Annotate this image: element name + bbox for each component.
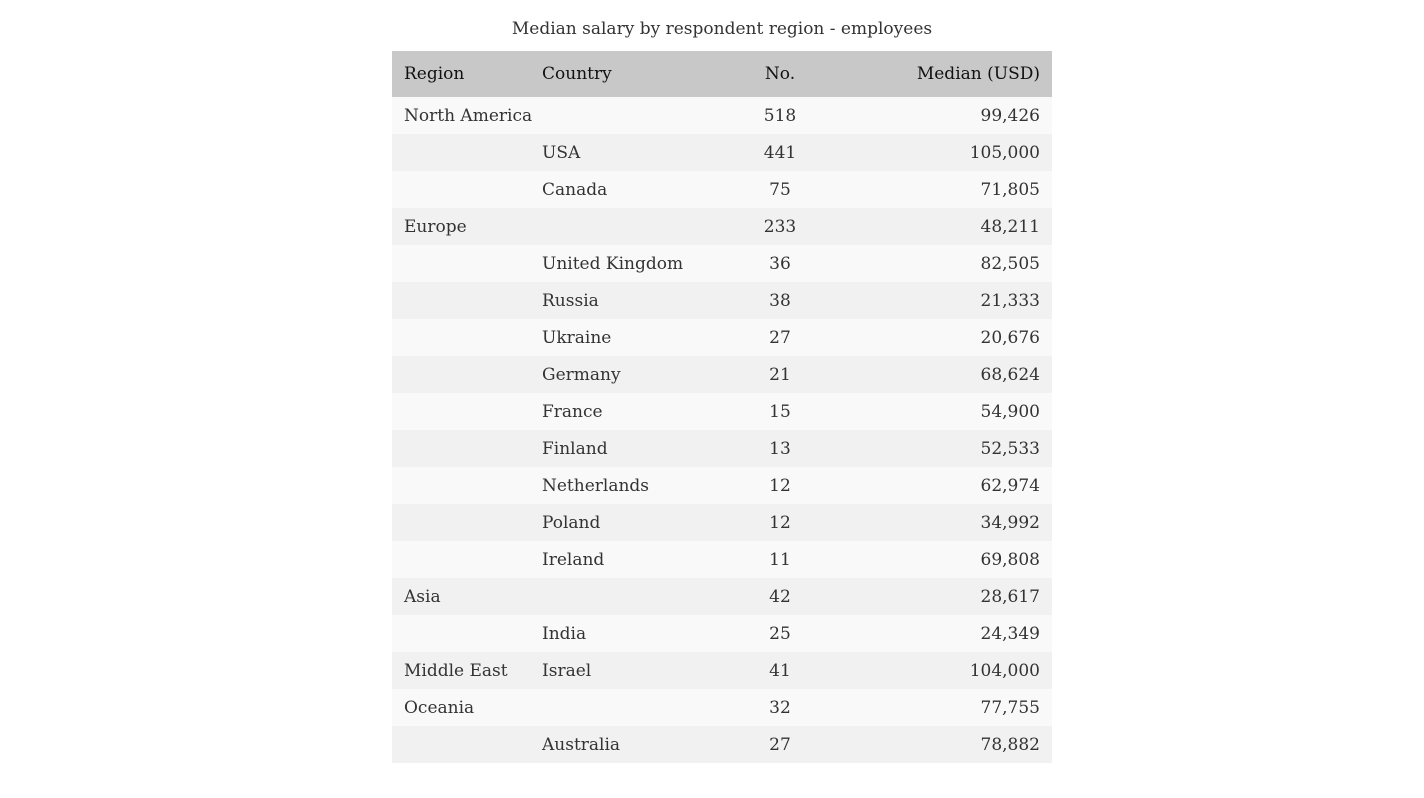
cell-country bbox=[530, 578, 733, 615]
table-header bbox=[392, 51, 1052, 97]
cell-country: Australia bbox=[542, 734, 621, 755]
cell-median: 71,805 bbox=[980, 179, 1040, 200]
cell-median: 48,211 bbox=[980, 216, 1040, 237]
table-row bbox=[392, 356, 1052, 393]
cell-count: 13 bbox=[769, 438, 791, 459]
table-row bbox=[392, 689, 1052, 726]
cell-region: Oceania bbox=[404, 697, 475, 718]
cell-count: 42 bbox=[769, 586, 791, 607]
cell-median: 34,992 bbox=[980, 512, 1040, 533]
cell-country: Netherlands bbox=[542, 475, 650, 496]
cell-region: Asia bbox=[404, 586, 441, 607]
cell-region bbox=[392, 393, 530, 430]
cell-country: Russia bbox=[542, 290, 599, 311]
cell-median: 69,808 bbox=[980, 549, 1040, 570]
cell-country bbox=[530, 208, 733, 245]
cell-region bbox=[392, 171, 530, 208]
cell-count: 518 bbox=[763, 105, 797, 126]
cell-region bbox=[392, 504, 530, 541]
cell-median: 62,974 bbox=[980, 475, 1040, 496]
cell-median: 105,000 bbox=[969, 142, 1040, 163]
cell-region bbox=[392, 245, 530, 282]
cell-median: 20,676 bbox=[980, 327, 1040, 348]
cell-region bbox=[392, 726, 530, 763]
cell-region bbox=[392, 282, 530, 319]
table-row bbox=[392, 393, 1052, 430]
cell-country: Ukraine bbox=[542, 327, 612, 348]
table-row bbox=[392, 319, 1052, 356]
table-row bbox=[392, 578, 1052, 615]
table-row bbox=[392, 726, 1052, 763]
cell-median: 24,349 bbox=[980, 623, 1040, 644]
cell-count: 75 bbox=[769, 179, 791, 200]
cell-count: 27 bbox=[769, 327, 791, 348]
cell-country bbox=[530, 97, 733, 134]
cell-country: Ireland bbox=[542, 549, 605, 570]
cell-count: 441 bbox=[763, 142, 797, 163]
cell-median: 21,333 bbox=[980, 290, 1040, 311]
cell-country: India bbox=[542, 623, 587, 644]
cell-region: Europe bbox=[404, 216, 467, 237]
table-row bbox=[392, 615, 1052, 652]
table-row bbox=[392, 245, 1052, 282]
cell-median: 28,617 bbox=[980, 586, 1040, 607]
table-row bbox=[392, 97, 1052, 134]
cell-count: 12 bbox=[769, 512, 791, 533]
cell-country: Germany bbox=[542, 364, 621, 385]
cell-country bbox=[530, 689, 733, 726]
header-count: No. bbox=[764, 64, 796, 84]
cell-count: 15 bbox=[769, 401, 791, 422]
cell-count: 233 bbox=[763, 216, 797, 237]
cell-count: 21 bbox=[769, 364, 791, 385]
table-row bbox=[392, 134, 1052, 171]
salary-table bbox=[392, 51, 1052, 763]
cell-count: 38 bbox=[769, 290, 791, 311]
cell-median: 77,755 bbox=[980, 697, 1040, 718]
table-row bbox=[392, 541, 1052, 578]
cell-median: 78,882 bbox=[980, 734, 1040, 755]
salary-table-container bbox=[392, 14, 1052, 763]
cell-median: 104,000 bbox=[969, 660, 1040, 681]
cell-count: 41 bbox=[769, 660, 791, 681]
cell-median: 52,533 bbox=[980, 438, 1040, 459]
cell-country: United Kingdom bbox=[542, 253, 684, 274]
cell-median: 68,624 bbox=[980, 364, 1040, 385]
cell-region: North America bbox=[404, 105, 533, 126]
table-row bbox=[392, 652, 1052, 689]
cell-region bbox=[392, 356, 530, 393]
cell-country: Israel bbox=[542, 660, 592, 681]
cell-count: 36 bbox=[769, 253, 791, 274]
table-row bbox=[392, 208, 1052, 245]
cell-region bbox=[392, 615, 530, 652]
cell-region bbox=[392, 467, 530, 504]
header-region: Region bbox=[404, 64, 465, 84]
table-body bbox=[392, 97, 1052, 763]
cell-country: USA bbox=[542, 142, 581, 163]
cell-region: Middle East bbox=[404, 660, 508, 681]
table-row bbox=[392, 430, 1052, 467]
cell-count: 25 bbox=[769, 623, 791, 644]
table-row bbox=[392, 171, 1052, 208]
cell-region bbox=[392, 319, 530, 356]
cell-region bbox=[392, 541, 530, 578]
cell-median: 54,900 bbox=[980, 401, 1040, 422]
cell-region bbox=[392, 134, 530, 171]
cell-country: France bbox=[542, 401, 603, 422]
cell-country: Canada bbox=[542, 179, 608, 200]
table-row bbox=[392, 467, 1052, 504]
cell-count: 11 bbox=[769, 549, 791, 570]
cell-median: 82,505 bbox=[980, 253, 1040, 274]
header-row bbox=[392, 51, 1052, 97]
table-row bbox=[392, 504, 1052, 541]
table-row bbox=[392, 282, 1052, 319]
cell-count: 27 bbox=[769, 734, 791, 755]
cell-count: 12 bbox=[769, 475, 791, 496]
header-country: Country bbox=[542, 64, 612, 84]
table-title: Median salary by respondent region - employees bbox=[511, 19, 933, 39]
cell-region bbox=[392, 430, 530, 467]
header-median: Median (USD) bbox=[916, 64, 1040, 84]
cell-country: Finland bbox=[542, 438, 608, 459]
cell-median: 99,426 bbox=[980, 105, 1040, 126]
cell-country: Poland bbox=[542, 512, 601, 533]
cell-count: 32 bbox=[769, 697, 791, 718]
